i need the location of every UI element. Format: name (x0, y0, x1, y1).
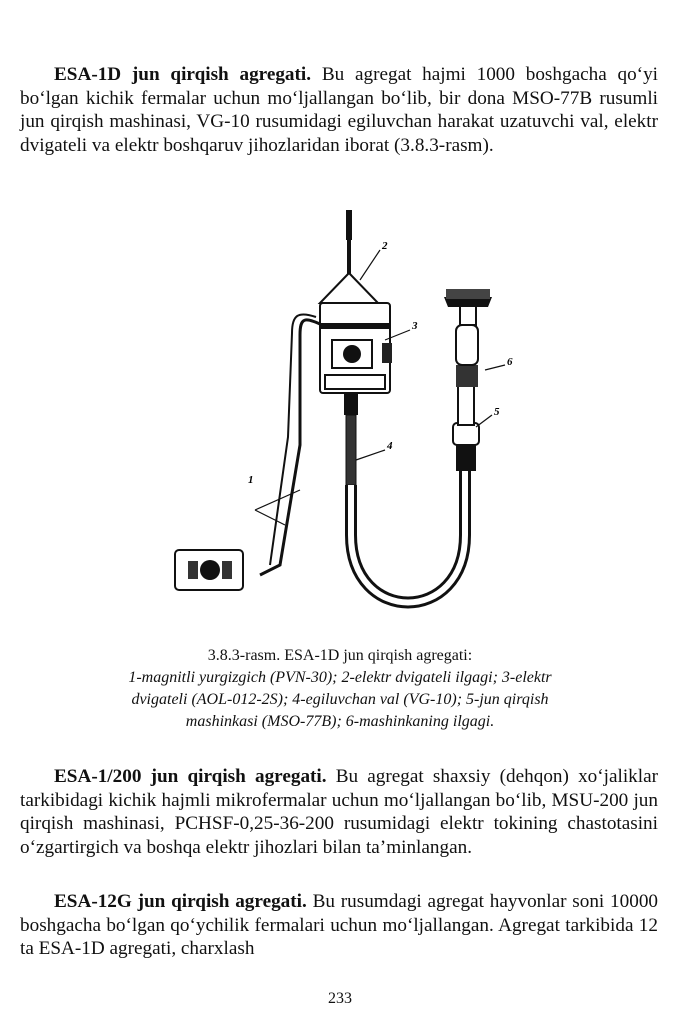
figure-caption-title: 3.8.3-rasm. ESA-1D jun qirqish agregati: (207, 647, 473, 664)
paragraph-esa-12g (20, 890, 658, 961)
figure-label-3: 3 (412, 320, 418, 332)
figure-esa-1d-illustration (160, 205, 540, 640)
page-number: 233 (328, 990, 352, 1007)
figure-label-4: 4 (387, 440, 393, 452)
figure-caption-legend: 1-magnitli yurgizgich (PVN-30); 2-elektr dvigateli ilgagi; 3-elektr dvigateli (AOL-012-2S); 4-egiluvchan val (VG-10); 5-jun qirqish mashinkasi (MSO-77B); 6-mashinkaning ilgagi. (128, 669, 552, 730)
heading-esa-1d: ESA-1D jun qirqish agregati. (54, 64, 312, 85)
figure-label-6: 6 (507, 356, 513, 368)
heading-esa-12g: ESA-12G jun qirqish agregati. (54, 891, 307, 912)
figure-label-2: 2 (382, 240, 388, 252)
figure-label-1: 1 (248, 474, 254, 486)
text-esa-1-200: Bu agregat shaxsiy (dehqon) xo‘jaliklar tarkibidagi kichik hajmli mikrofermalar uchun mo‘ljallangan bo‘lib, MSU-200 jun qirqish mashinasi, PCHSF-0,25-36-200 rusumidagi elektr tokining chastotasini o‘zgartirgich va boshqa elektr jihozlari bilan ta’minlangan. (20, 766, 659, 858)
figure-label-5: 5 (494, 406, 500, 418)
paragraph-esa-1d (20, 63, 658, 157)
text-esa-1d: Bu agregat hajmi 1000 boshgacha qo‘yi bo‘lgan kichik fermalar uchun mo‘ljallangan bo‘lib, bir dona MSO-77B rusumli jun qirqish mashinasi, VG-10 rusumidagi egiluvchan harakat uzatuvchi val, elektr dvigateli va elektr boshqaruv jihozlaridan iborat (3.8.3-rasm). (20, 64, 658, 156)
heading-esa-1-200: ESA-1/200 jun qirqish agregati. (54, 766, 327, 787)
text-esa-12g: Bu rusumdagi agregat hayvonlar soni 10000 boshgacha bo‘lgan qo‘ychilik fermalari uchun mo‘ljallangan. Agregat tarkibida 12 ta ESA-1D agregati, charxlash (20, 891, 659, 960)
paragraph-esa-1-200 (20, 765, 658, 859)
